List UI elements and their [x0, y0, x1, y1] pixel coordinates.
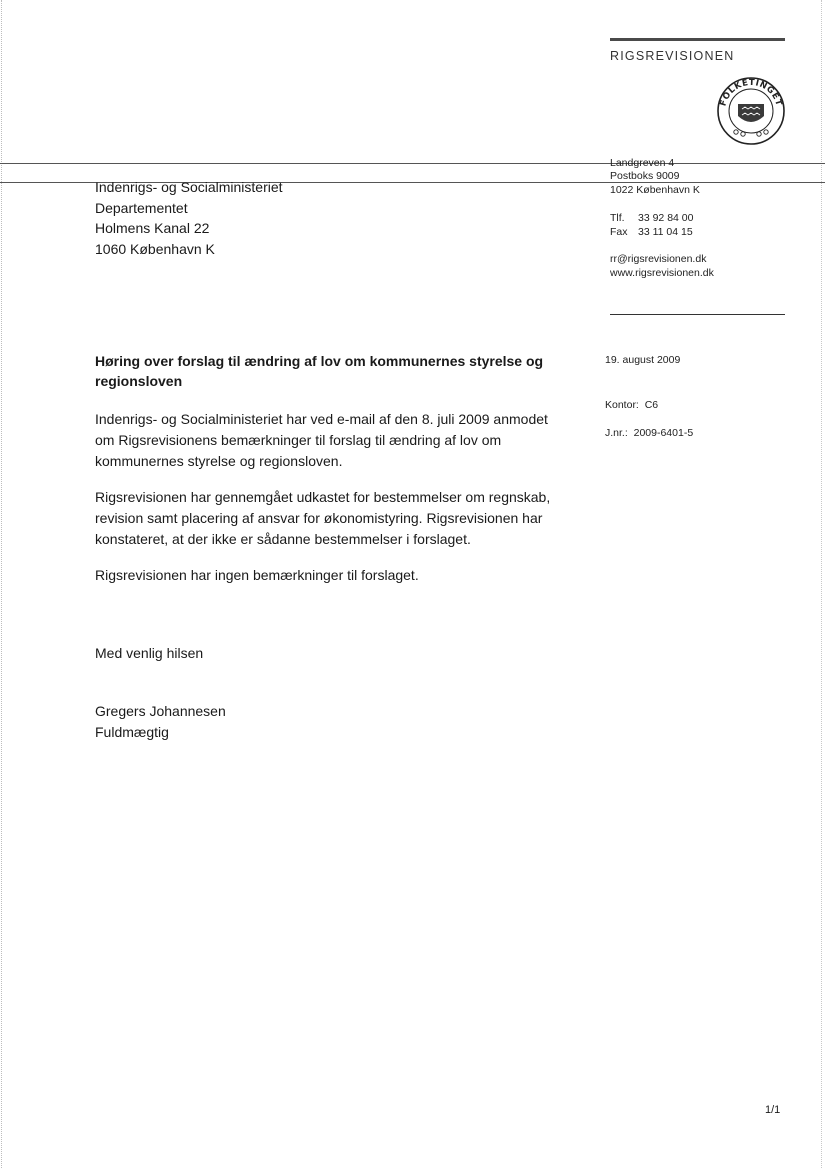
fax-number: 33 11 04 15: [638, 226, 693, 238]
recipient-line: Holmens Kanal 22: [95, 220, 210, 236]
recipient-address: [95, 177, 283, 259]
phone-number: 33 92 84 00: [638, 212, 694, 224]
office-value: C6: [644, 399, 659, 411]
recipient-line: Departementet: [95, 199, 188, 216]
scan-edge-left: [1, 0, 2, 1168]
body-paragraph: Rigsrevisionen har ingen bemærkninger til forslaget.: [95, 567, 419, 583]
body-paragraph: Indenrigs- og Socialministeriet har ved e-mail af den 8. juli 2009 anmodet om Rigsrevisionens bemærkninger til forslag til ændring af lov om kommunernes styrelse og regionsloven.: [95, 411, 548, 469]
office-label: Kontor:: [605, 399, 639, 411]
phone-label: Tlf.: [610, 212, 625, 224]
sender-divider: [610, 314, 785, 315]
svg-text:FOLKETINGET: [718, 78, 783, 107]
fold-line: [0, 163, 825, 164]
scan-edge-right: [821, 0, 822, 1168]
folketinget-seal-icon: [716, 76, 786, 146]
letterhead-rule: [610, 38, 785, 41]
sender-city: 1022 København K: [610, 184, 700, 196]
fax-label: Fax: [610, 226, 628, 238]
journal-reference: [605, 427, 693, 439]
recipient-line: Indenrigs- og Socialministeriet: [95, 179, 283, 195]
sender-website: www.rigsrevisionen.dk: [610, 267, 714, 279]
body-paragraph: Rigsrevisionen har gennemgået udkastet for bestemmelser om regnskab, revision samt placering af ansvar for økonomistyring. Rigsrevisionen har konstateret, at der ikke er sådanne bestemmelser i forslaget.: [95, 489, 551, 547]
office-reference: [605, 399, 658, 411]
organization-name: RIGSREVISIONEN: [610, 49, 735, 63]
sender-postbox: Postboks 9009: [610, 170, 680, 182]
recipient-line: 1060 København K: [95, 240, 215, 257]
sender-email: rr@rigsrevisionen.dk: [610, 253, 707, 265]
sender-phone: [610, 212, 693, 224]
sender-fax: [610, 226, 693, 238]
journal-label: J.nr.:: [605, 427, 628, 439]
signature-name: Gregers Johannesen: [95, 703, 226, 719]
seal-text: FOLKETINGET: [718, 77, 784, 108]
signature-title: Fuldmægtig: [95, 724, 169, 740]
closing-salutation: Med venlig hilsen: [95, 645, 204, 661]
journal-value: 2009-6401-5: [633, 427, 694, 439]
letter-subject: Høring over forslag til ændring af lov om kommunernes styrelse og regionsloven: [95, 353, 544, 389]
page-number: 1/1: [765, 1104, 781, 1116]
sender-street: Landgreven 4: [610, 157, 675, 169]
letter-date: 19. august 2009: [605, 354, 681, 366]
